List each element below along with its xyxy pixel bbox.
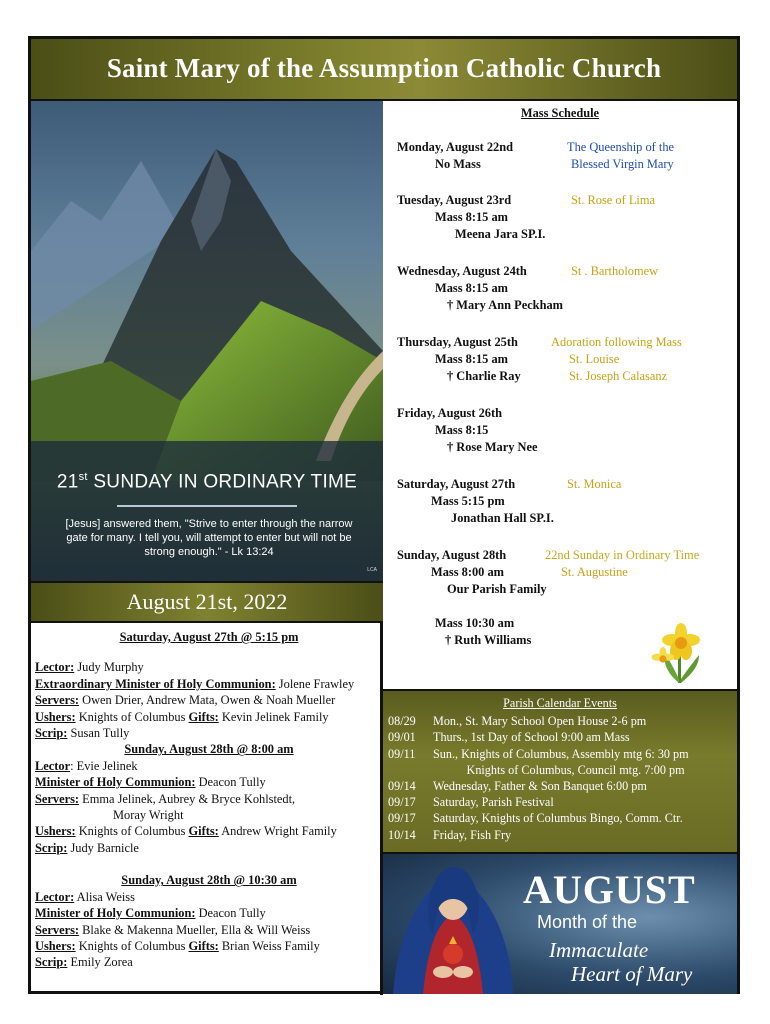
mountain-illustration — [31, 101, 383, 581]
poster-divider — [117, 505, 297, 507]
minister-name: Brian Weiss Family — [218, 938, 320, 953]
feast-day: St. Rose of Lima — [571, 193, 655, 207]
daffodil-icon — [651, 623, 711, 687]
minister-name: Deacon Tully — [195, 775, 266, 790]
schedule-row-monday — [383, 139, 737, 156]
minister-name: Knights of Columbus — [75, 938, 189, 953]
event-date: 09/17 — [388, 811, 416, 826]
mass-schedule-heading: Mass Schedule — [520, 106, 600, 120]
schedule-row — [383, 209, 737, 226]
schedule-row-sunday — [383, 547, 737, 564]
mass-intention: † Ruth Williams — [445, 633, 532, 647]
minister-role: Scrip: — [35, 955, 68, 970]
minister-role: Scrip: — [35, 726, 68, 741]
schedule-day: Saturday, August 27th — [397, 477, 516, 491]
calendar-event — [383, 746, 737, 762]
minister-name: Deacon Tully — [195, 906, 266, 921]
mass-time: Mass 8:15 am — [435, 210, 508, 224]
feast-day: 22nd Sunday in Ordinary Time — [545, 548, 700, 562]
minister-role: Gifts: — [188, 709, 219, 724]
church-header — [31, 39, 737, 101]
calendar-event — [383, 778, 737, 794]
minister-role: Ushers: — [35, 938, 76, 953]
calendar-event — [383, 810, 737, 826]
event-text: Saturday, Parish Festival — [433, 795, 554, 810]
schedule-row — [383, 581, 737, 598]
event-text: Mon., St. Mary School Open House 2-6 pm — [433, 714, 647, 729]
august-subtitle: Month of the — [537, 912, 638, 932]
schedule-row — [383, 226, 737, 243]
minister-role: Ushers: — [35, 824, 76, 839]
mass-schedule — [383, 101, 737, 649]
mass-time: No Mass — [435, 157, 481, 171]
minister-line — [35, 659, 383, 675]
schedule-row-friday — [383, 405, 737, 422]
minister-name: Owen Drier, Andrew Mata, Owen & Noah Mueller — [79, 693, 336, 708]
schedule-day: Tuesday, August 23rd — [397, 193, 512, 207]
event-text: Thurs., 1st Day of School 9:00 am Mass — [433, 730, 630, 745]
minister-role: Gifts: — [188, 824, 219, 839]
event-text: Friday, Fish Fry — [433, 827, 512, 842]
minister-name: Susan Tully — [67, 726, 130, 741]
schedule-row — [383, 280, 737, 297]
feast-day: The Queenship of the — [567, 140, 675, 154]
schedule-row — [383, 368, 737, 385]
event-date: 09/11 — [388, 746, 416, 761]
event-date: 09/01 — [388, 730, 416, 745]
minister-role: Lector: — [35, 660, 75, 675]
bulletin-page — [28, 36, 740, 994]
event-text: Saturday, Knights of Columbus Bingo, Comm. Ctr. — [433, 811, 683, 826]
event-text: Wednesday, Father & Son Banquet 6:00 pm — [433, 778, 647, 793]
minister-line — [35, 889, 383, 905]
mass-intention: Jonathan Hall SP.I. — [451, 511, 554, 525]
minister-name: Alisa Weiss — [74, 889, 135, 904]
quote-line: gate for many. I tell you, will attempt to enter but will not be — [66, 532, 352, 544]
minister-line — [35, 840, 383, 856]
feast-day: St. Louise — [569, 352, 620, 366]
mass-intention: † Rose Mary Nee — [447, 440, 538, 454]
schedule-row — [383, 297, 737, 314]
minister-line — [35, 954, 383, 970]
church-title: Saint Mary of the Assumption Catholic Church — [106, 53, 662, 83]
minister-name: Kevin Jelinek Family — [218, 709, 329, 724]
mass-intention: † Charlie Ray — [447, 369, 521, 383]
sunday-1030-heading: Sunday, August 28th @ 10:30 am — [121, 873, 297, 888]
minister-role: Ushers: — [35, 709, 76, 724]
parish-calendar — [383, 689, 737, 854]
feast-day: St. Joseph Calasanz — [569, 369, 668, 383]
schedule-row — [383, 493, 737, 510]
schedule-row — [383, 351, 737, 368]
minister-name: Emma Jelinek, Aubrey & Bryce Kohlstedt, — [79, 791, 296, 806]
saturday-mass-heading: Saturday, August 27th @ 5:15 pm — [119, 630, 299, 644]
august-script-line-1: Immaculate — [549, 938, 649, 962]
minister-line-continued: Moray Wright — [113, 808, 184, 823]
minister-role: Servers: — [35, 791, 80, 806]
schedule-row — [383, 422, 737, 439]
minister-name: : Evie Jelinek — [70, 758, 138, 773]
minister-role: Lector: — [35, 889, 75, 904]
minister-line — [35, 823, 383, 839]
minister-name: Judy Murphy — [74, 660, 144, 675]
sunday-8am-heading: Sunday, August 28th @ 8:00 am — [124, 742, 294, 757]
poster-title — [31, 471, 383, 493]
date-banner — [31, 581, 383, 623]
august-title: AUGUST — [523, 867, 696, 912]
minister-name: Knights of Columbus — [75, 824, 189, 839]
minister-line — [35, 774, 383, 790]
minister-role: Extraordinary Minister of Holy Communion: — [35, 676, 276, 691]
feast-day: Adoration following Mass — [551, 335, 682, 349]
schedule-row-thursday — [383, 334, 737, 351]
feast-day: St. Augustine — [561, 565, 628, 579]
quote-line: [Jesus] answered them, "Strive to enter through the narrow — [65, 518, 353, 530]
quote-line: strong enough." - Lk 13:24 — [144, 546, 274, 558]
calendar-event — [383, 827, 737, 843]
minister-role: Minister of Holy Communion: — [35, 775, 196, 790]
minister-name: Judy Barnicle — [67, 840, 139, 855]
minister-role: Gifts: — [188, 938, 219, 953]
mass-time: Mass 8:15 am — [435, 352, 508, 366]
minister-line — [35, 725, 383, 741]
feast-day: St. Monica — [567, 477, 622, 491]
minister-line — [35, 938, 383, 954]
minister-line — [35, 709, 383, 725]
event-date: 09/17 — [388, 795, 416, 810]
mass-intention: † Mary Ann Peckham — [447, 298, 563, 312]
minister-name: Jolene Frawley — [275, 676, 355, 691]
feast-day: St . Bartholomew — [571, 264, 659, 278]
minister-name: Andrew Wright Family — [218, 824, 337, 839]
schedule-row-saturday — [383, 476, 737, 493]
schedule-row — [383, 510, 737, 527]
event-date: 10/14 — [388, 827, 416, 842]
schedule-day: Monday, August 22nd — [397, 140, 514, 154]
minister-role: Servers: — [35, 693, 80, 708]
calendar-event — [383, 794, 737, 810]
schedule-row — [383, 439, 737, 456]
poster-title-suffix: st — [78, 471, 88, 483]
mass-time: Mass 8:15 — [435, 423, 489, 437]
minister-role: Lector — [35, 758, 71, 773]
minister-name: Emily Zorea — [67, 955, 133, 970]
schedule-day: Thursday, August 25th — [397, 335, 518, 349]
minister-line — [35, 692, 383, 708]
minister-line — [35, 758, 383, 774]
poster-scripture-quote — [53, 517, 365, 559]
minister-role: Servers: — [35, 922, 80, 937]
poster-watermark: LCA — [367, 567, 377, 573]
mass-time: Mass 8:00 am — [431, 565, 504, 579]
schedule-row-wednesday — [383, 263, 737, 280]
schedule-row-tuesday — [383, 192, 737, 209]
immaculate-heart-image — [383, 854, 737, 994]
event-date: 08/29 — [388, 714, 416, 729]
schedule-day: Sunday, August 28th — [397, 548, 507, 562]
calendar-event — [383, 713, 737, 729]
schedule-day: Wednesday, August 24th — [397, 264, 527, 278]
minister-name: Knights of Columbus — [75, 709, 189, 724]
calendar-heading: Parish Calendar Events — [503, 696, 617, 710]
calendar-event — [383, 729, 737, 745]
minister-line — [35, 905, 383, 921]
schedule-row — [383, 156, 737, 173]
feast-day: Blessed Virgin Mary — [571, 157, 674, 171]
mass-time: Mass 10:30 am — [435, 616, 515, 630]
event-date: 09/14 — [388, 778, 416, 793]
mass-intention: Our Parish Family — [447, 582, 547, 596]
minister-role: Minister of Holy Communion: — [35, 906, 196, 921]
event-text: Knights of Columbus, Council mtg. 7:00 pm — [433, 762, 685, 777]
mass-time: Mass 5:15 pm — [431, 494, 505, 508]
minister-name: Blake & Makenna Mueller, Ella & Will Weiss — [79, 922, 311, 937]
minister-role: Scrip: — [35, 840, 68, 855]
sunday-poster-image — [31, 101, 383, 581]
bulletin-date: August 21st, 2022 — [126, 589, 288, 614]
event-text: Sun., Knights of Columbus, Assembly mtg 6: 30 pm — [433, 746, 689, 761]
august-script-line-2: Heart of Mary — [571, 962, 693, 986]
minister-line — [35, 791, 383, 807]
poster-title-number: 21 — [56, 471, 79, 493]
schedule-day: Friday, August 26th — [397, 406, 502, 420]
schedule-row — [383, 564, 737, 581]
calendar-event — [383, 762, 737, 778]
mass-time: Mass 8:15 am — [435, 281, 508, 295]
liturgical-ministers — [35, 627, 383, 971]
minister-line — [35, 676, 383, 692]
mass-intention: Meena Jara SP.I. — [455, 227, 546, 241]
poster-title-text: SUNDAY IN ORDINARY TIME — [87, 471, 358, 493]
minister-line — [35, 922, 383, 938]
